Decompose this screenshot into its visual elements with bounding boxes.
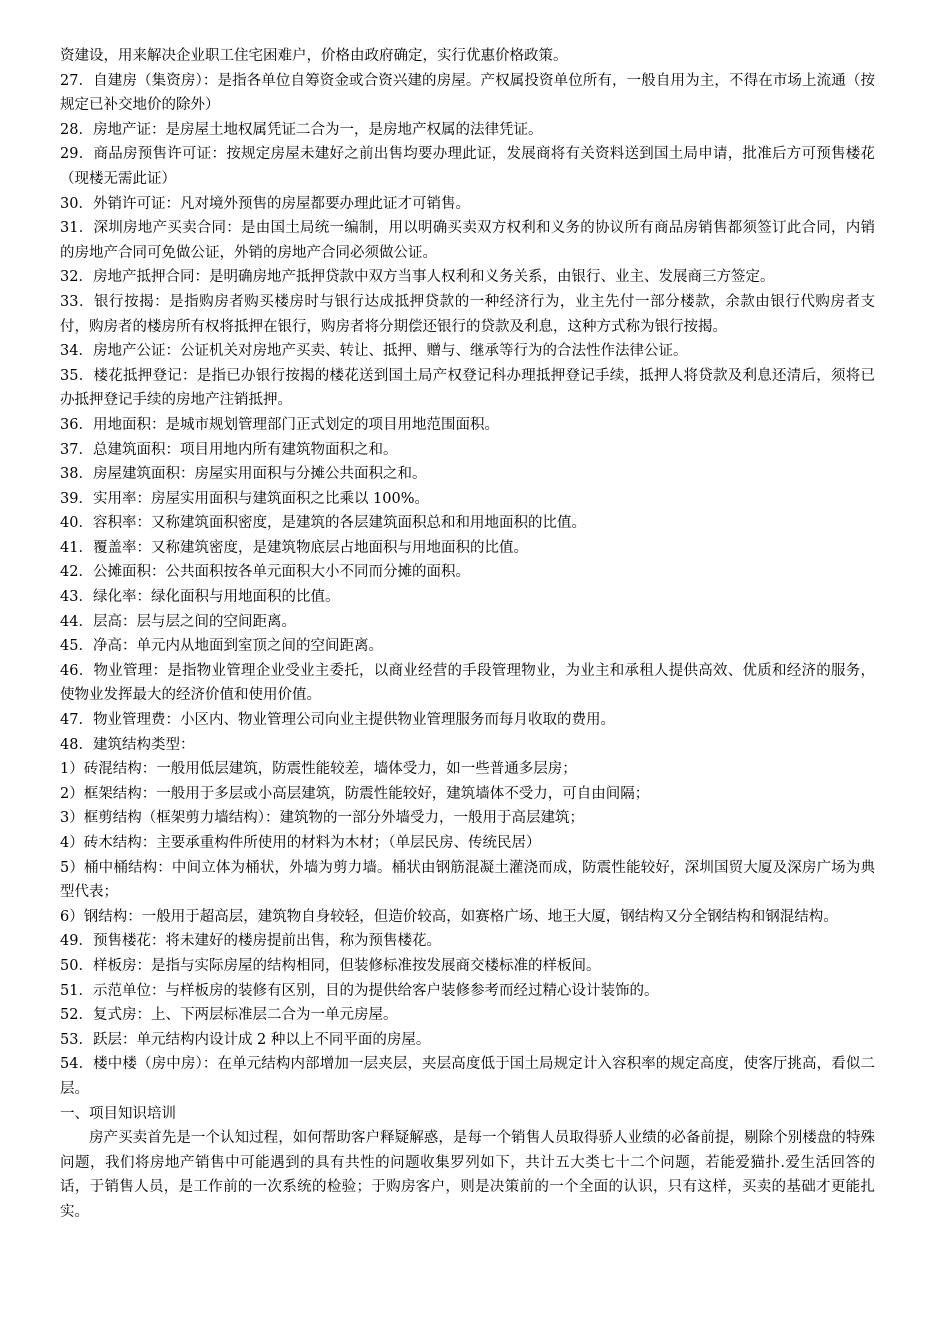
section-heading: 一、项目知识培训 xyxy=(60,1105,176,1122)
paragraph-41-coverage-ratio: 41．覆盖率：又称建筑密度，是建筑物底层占地面积与用地面积的比值。 xyxy=(60,539,528,556)
paragraph-37-total-floor-area: 37．总建筑面积：项目用地内所有建筑物面积之和。 xyxy=(60,441,398,458)
paragraph-36-land-area: 36．用地面积：是城市规划管理部门正式划定的项目用地范围面积。 xyxy=(60,416,499,433)
paragraph-51-demo-unit: 51．示范单位：与样板房的装修有区别，目的为提供给客户装修参考而经过精心设计装饰的。 xyxy=(60,982,659,999)
list-item-structure-4: 4）砖木结构：主要承重构件所使用的材料为木材；（单层民房、传统民居） xyxy=(60,835,541,851)
paragraph-54-mezzanine: 54．楼中楼（房中房）：在单元结构内部增加一层夹层，夹层高度低于国土局规定计入容积率的规定高度，使客厅挑高，看似二层。 xyxy=(60,1056,875,1097)
list-item-structure-3: 3）框剪结构（框架剪力墙结构）：建筑物的一部分外墙受力，一般用于高层建筑； xyxy=(60,810,584,827)
paragraph-40-plot-ratio: 40．容积率：又称建筑面积密度，是建筑的各层建筑面积总和和用地面积的比值。 xyxy=(60,515,586,532)
paragraph-48-structure-types: 48．建筑结构类型： xyxy=(60,736,195,753)
paragraph-45-clear-height: 45．净高：单元内从地面到室顶之间的空间距离。 xyxy=(60,638,383,655)
paragraph-52-duplex: 52．复式房：上、下两层标准层二合为一单元房屋。 xyxy=(60,1007,398,1024)
paragraph-39-usable-ratio: 39．实用率：房屋实用面积与建筑面积之比乘以 100%。 xyxy=(60,490,430,507)
paragraph-42-shared-area: 42．公摊面积：公共面积按各单元面积大小不同而分摊的面积。 xyxy=(60,564,470,581)
paragraph-43-green-ratio: 43．绿化率：绿化面积与用地面积的比值。 xyxy=(60,589,340,606)
paragraph-47-management-fee: 47．物业管理费：小区内、物业管理公司向业主提供物业管理服务而每月收取的费用。 xyxy=(60,712,615,729)
paragraph-46-property-management: 46．物业管理：是指物业管理企业受业主委托，以商业经营的手段管理物业，为业主和承租人提供高效、优质和经济的服务，使物业发挥最大的经济价值和使用价值。 xyxy=(60,662,875,704)
list-item-structure-2: 2）框架结构：一般用于多层或小高层建筑，防震性能较好，建筑墙体不受力，可自由间隔； xyxy=(60,785,650,802)
paragraph-44-floor-height: 44．层高：层与层之间的空间距离。 xyxy=(60,613,296,630)
paragraph-33-bank-mortgage: 33．银行按揭：是指购房者购买楼房时与银行达成抵押贷款的一种经济行为，业主先付一部分楼款，余款由银行代购房者支付，购房者的楼房所有权将抵押在银行，购房者将分期偿还银行的贷款及利息，这种方式称为银行按揭。 xyxy=(60,293,875,335)
list-item-structure-5: 5）桶中桶结构：中间立体为桶状，外墙为剪力墙。桶状由钢筋混凝土灌浇而成，防震性能较好，深圳国贸大厦及深房广场为典型代表； xyxy=(60,859,875,901)
paragraph-29-presale-permit: 29．商品房预售许可证：按规定房屋未建好之前出售均要办理此证，发展商将有关资料送到国土局申请，批准后方可预售楼花（现楼无需此证） xyxy=(60,146,875,187)
paragraph-49-presale: 49．预售楼花：将未建好的楼房提前出售，称为预售楼花。 xyxy=(60,933,441,950)
paragraph-27-self-built-housing: 27．自建房（集资房）：是指各单位自筹资金或合资兴建的房屋。产权属投资单位所有，一般自用为主，不得在市场上流通（按规定已补交地价的除外） xyxy=(60,72,875,114)
list-item-structure-1: 1）砖混结构：一般用低层建筑，防震性能较差，墙体受力，如一些普通多层房； xyxy=(60,761,577,778)
paragraph-continuation-26: 资建设，用来解决企业职工住宅困难户，价格由政府确定，实行优惠价格政策。 xyxy=(60,48,568,64)
paragraph-34-notarization: 34．房地产公证：公证机关对房地产买卖、转让、抵押、赠与、继承等行为的合法性作法律公证。 xyxy=(60,343,688,360)
paragraph-28-property-certificate: 28．房地产证：是房屋土地权属凭证二合为一，是房地产权属的法律凭证。 xyxy=(60,121,543,138)
list-item-structure-6: 6）钢结构：一般用于超高层，建筑物自身较轻，但造价较高，如赛格广场、地王大厦，钢结构又分全钢结构和钢混结构。 xyxy=(60,908,838,925)
paragraph-38-building-area: 38．房屋建筑面积：房屋实用面积与分摊公共面积之和。 xyxy=(60,466,427,483)
intro-paragraph: 房产买卖首先是一个认知过程，如何帮助客户释疑解惑，是每一个销售人员取得骄人业绩的必备前提，剔除个别楼盘的特殊问题，我们将房地产销售中可能遇到的具有共性的问题收集罗列如下，共计五大类七十二个问题，若能爱猫扑.爱生活回答的话，于销售人员，是工作前的一次系统的检验；于购房客户，则是决策前的一个全面的认识，只有这样，买卖的基础才更能扎实。 xyxy=(60,1130,875,1220)
paragraph-32-mortgage-contract: 32．房地产抵押合同：是明确房地产抵押贷款中双方当事人权利和义务关系，由银行、业主、发展商三方签定。 xyxy=(60,269,775,286)
paragraph-53-split-level: 53．跃层：单元结构内设计成 2 种以上不同平面的房屋。 xyxy=(60,1031,431,1048)
paragraph-31-sales-contract: 31．深圳房地产买卖合同：是由国土局统一编制，用以明确买卖双方权利和义务的协议所有商品房销售都须签订此合同，内销的房地产合同可免做公证，外销的房地产合同必须做公证。 xyxy=(60,220,875,261)
paragraph-35-mortgage-registration: 35．楼花抵押登记：是指已办银行按揭的楼花送到国土局产权登记科办理抵押登记手续，抵押人将贷款及利息还清后，须将已办抵押登记手续的房地产注销抵押。 xyxy=(60,367,875,409)
paragraph-30-export-sales-permit: 30．外销许可证：凡对境外预售的房屋都要办理此证才可销售。 xyxy=(60,195,470,212)
paragraph-50-show-flat: 50．样板房：是指与实际房屋的结构相同，但装修标准按发展商交楼标准的样板间。 xyxy=(60,957,601,974)
